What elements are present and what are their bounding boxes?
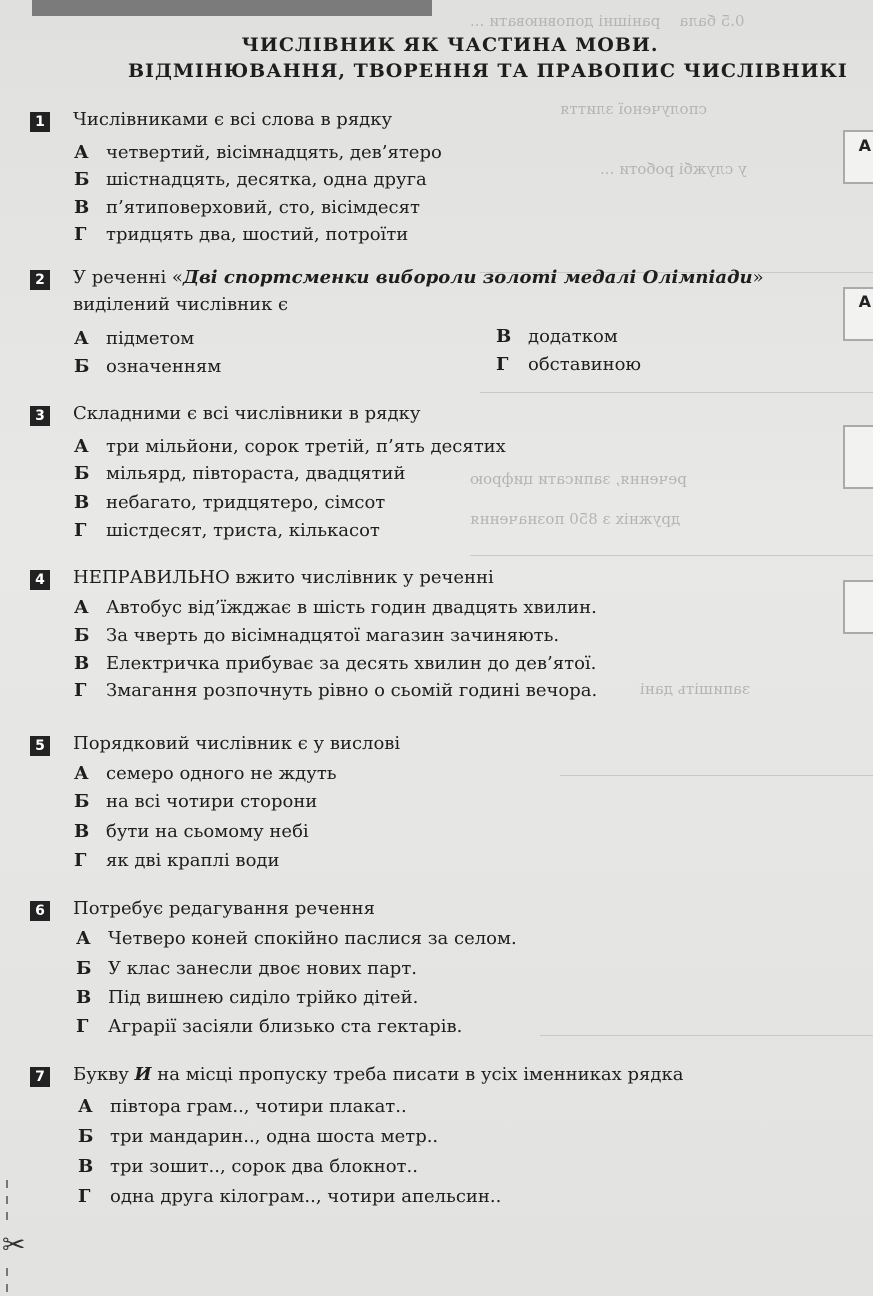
question-number: 7 xyxy=(30,1067,50,1087)
option-a[interactable]: А семеро одного не ждуть xyxy=(74,763,337,784)
page-title: ЧИСЛІВНИК ЯК ЧАСТИНА МОВИ. xyxy=(241,34,659,56)
question-number: 1 xyxy=(30,112,50,132)
option-d[interactable]: Г обставиною xyxy=(496,354,642,375)
option-a[interactable]: А Четверо коней спокійно паслися за селом. xyxy=(76,928,517,949)
cut-line xyxy=(6,1212,8,1220)
option-c[interactable]: В п’ятиповерховий, сто, вісімдесят xyxy=(74,197,420,218)
bleed-through-text: запишіть дані xyxy=(640,680,751,698)
cut-line xyxy=(6,1196,8,1204)
divider xyxy=(480,392,873,393)
option-a[interactable]: А півтора грам.., чотири плакат.. xyxy=(78,1096,407,1117)
bleed-through-text: у службі роботи ... xyxy=(600,160,747,178)
bleed-through-text: 0.5 бала ранішні доповнювати ... xyxy=(470,12,745,30)
option-d[interactable]: Г як дві краплі води xyxy=(74,850,280,871)
option-d[interactable]: Г тридцять два, шостий, потроїти xyxy=(74,224,409,245)
option-c[interactable]: В бути на сьомому небі xyxy=(74,821,309,842)
option-b[interactable]: Б означенням xyxy=(74,356,222,377)
option-d[interactable]: Г Аграрії засіяли близько ста гектарів. xyxy=(76,1016,463,1037)
bleed-through-text: сполученої злиття xyxy=(560,100,707,118)
top-bar xyxy=(32,0,432,16)
option-b[interactable]: Б на всі чотири сторони xyxy=(74,791,318,812)
option-d[interactable]: Г Змагання розпочнуть рівно о сьомій годині вечора. xyxy=(74,680,598,701)
option-b[interactable]: Б шістнадцять, десятка, одна друга xyxy=(74,169,427,190)
question-text-line2: виділений числівник є xyxy=(73,294,289,315)
scissors-icon: ✂ xyxy=(2,1228,26,1261)
option-b[interactable]: Б За чверть до вісімнадцятої магазин зачиняють. xyxy=(74,625,560,646)
option-c[interactable]: В Під вишнею сиділо трійко дітей. xyxy=(76,987,419,1008)
divider xyxy=(540,1035,873,1036)
divider xyxy=(470,555,873,556)
option-d[interactable]: Г шістдесят, триста, кількасот xyxy=(74,520,380,541)
question-number: 6 xyxy=(30,901,50,921)
option-b[interactable]: Б три мандарин.., одна шоста метр.. xyxy=(78,1126,439,1147)
answer-box-letter: А xyxy=(858,292,871,311)
cut-line xyxy=(6,1268,8,1276)
question-number: 5 xyxy=(30,736,50,756)
cut-line xyxy=(6,1284,8,1292)
option-c[interactable]: В Електричка прибуває за десять хвилин до дев’ятої. xyxy=(74,653,597,674)
question-text: НЕПРАВИЛЬНО вжито числівник у реченні xyxy=(73,567,494,588)
option-a[interactable]: А Автобус від’їжджає в шість годин двадцять хвилин. xyxy=(74,597,597,618)
cut-line xyxy=(6,1180,8,1188)
question-number: 2 xyxy=(30,270,50,290)
question-number: 4 xyxy=(30,570,50,590)
question-text: Числівниками є всі слова в рядку xyxy=(73,109,393,130)
page-subtitle: ВІДМІНЮВАННЯ, ТВОРЕННЯ ТА ПРАВОПИС ЧИСЛІВНИКІ xyxy=(128,60,848,82)
option-a[interactable]: А підметом xyxy=(74,328,195,349)
option-d[interactable]: Г одна друга кілограм.., чотири апельсин.. xyxy=(78,1186,502,1207)
question-text: Букву И на місці пропуску треба писати в усіх іменниках рядка xyxy=(73,1064,684,1085)
bleed-through-text: дружніх з 850 позначення xyxy=(470,510,681,528)
answer-box xyxy=(843,580,873,634)
option-a[interactable]: А четвертий, вісімнадцять, дев’ятеро xyxy=(74,142,442,163)
divider xyxy=(560,775,873,776)
option-b[interactable]: Б мільярд, півтораста, двадцятий xyxy=(74,463,406,484)
option-c[interactable]: В небагато, тридцятеро, сімсот xyxy=(74,492,386,513)
answer-box-letter: А xyxy=(858,136,871,155)
option-c[interactable]: В додатком xyxy=(496,326,618,347)
question-number: 3 xyxy=(30,406,50,426)
option-c[interactable]: В три зошит.., сорок два блокнот.. xyxy=(78,1156,418,1177)
question-text: Потребує редагування речення xyxy=(73,898,375,919)
option-b[interactable]: Б У клас занесли двоє нових парт. xyxy=(76,958,418,979)
option-a[interactable]: А три мільйони, сорок третій, п’ять десятих xyxy=(74,436,506,457)
question-text: У реченні «Дві спортсменки виборoли золоті медалі Олімпіади» xyxy=(73,267,764,288)
question-text: Складними є всі числівники в рядку xyxy=(73,403,421,424)
question-text: Порядковий числівник є у вислові xyxy=(73,733,401,754)
answer-box xyxy=(843,425,873,489)
bleed-through-text: речення, записати цифрою xyxy=(470,470,687,488)
